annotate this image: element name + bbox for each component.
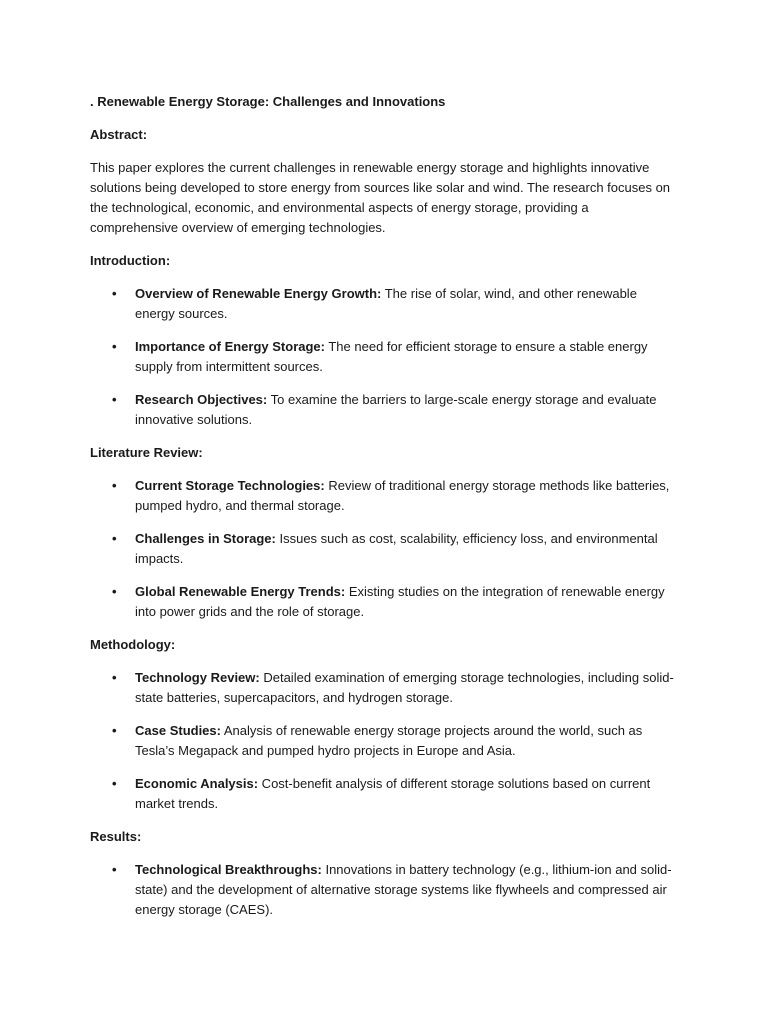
list-item-term: Technological Breakthroughs: [135,862,322,877]
list-item [90,337,680,377]
list-item-text: The need for efficient storage to ensure a stable energy supply from intermittent sources. [135,339,648,374]
list-item [90,774,680,814]
list-item [90,284,680,324]
literature-review-heading: Literature Review: [90,445,203,460]
abstract-text: This paper explores the current challenges in renewable energy storage and highlights innovative solutions being developed to store energy from sources like solar and wind. The research focuses on the technological, economic, and environmental aspects of energy storage, providing a comprehensive overview of emerging technologies. [90,160,671,235]
list-item [90,476,680,516]
list-item [90,721,680,761]
list-item-term: Global Renewable Energy Trends: [135,584,346,599]
methodology-list [90,668,680,814]
list-item-text: Innovations in battery technology (e.g., lithium-ion and solid-state) and the development of alternative storage systems like flywheels and compressed air energy storage (CAES). [135,862,672,917]
list-item-term: Research Objectives: [135,392,268,407]
introduction-list [90,284,680,430]
bullet-icon: • [112,339,117,354]
document-page [90,92,680,933]
list-item [90,390,680,430]
list-item-text: Cost-benefit analysis of different storage solutions based on current market trends. [135,776,651,811]
abstract-heading: Abstract: [90,127,148,142]
list-item [90,582,680,622]
bullet-icon: • [112,584,117,599]
bullet-icon: • [112,478,117,493]
introduction-heading: Introduction: [90,253,171,268]
list-item [90,860,680,920]
bullet-icon: • [112,776,117,791]
results-list [90,860,680,920]
list-item-text: Review of traditional energy storage methods like batteries, pumped hydro, and thermal storage. [135,478,670,513]
list-item [90,668,680,708]
bullet-icon: • [112,670,117,685]
list-item-term: Challenges in Storage: [135,531,276,546]
list-item-term: Overview of Renewable Energy Growth: [135,286,382,301]
document-title: . Renewable Energy Storage: Challenges and Innovations [90,94,446,109]
literature-review-list [90,476,680,622]
bullet-icon: • [112,286,117,301]
bullet-icon: • [112,531,117,546]
list-item-text: Detailed examination of emerging storage technologies, including solid-state batteries, supercapacitors, and hydrogen storage. [135,670,674,705]
list-item-text: Issues such as cost, scalability, efficiency loss, and environmental impacts. [135,531,658,566]
bullet-icon: • [112,392,117,407]
bullet-icon: • [112,862,117,877]
bullet-icon: • [112,723,117,738]
list-item-term: Current Storage Technologies: [135,478,325,493]
list-item-term: Economic Analysis: [135,776,259,791]
methodology-heading: Methodology: [90,637,176,652]
list-item [90,529,680,569]
list-item-term: Importance of Energy Storage: [135,339,325,354]
list-item-term: Case Studies: [135,723,221,738]
list-item-text: To examine the barriers to large-scale energy storage and evaluate innovative solutions. [135,392,657,427]
list-item-text: Analysis of renewable energy storage projects around the world, such as Tesla’s Megapack and pumped hydro projects in Europe and Asia. [135,723,643,758]
results-heading: Results: [90,829,142,844]
list-item-term: Technology Review: [135,670,260,685]
list-item-text: The rise of solar, wind, and other renewable energy sources. [135,286,637,321]
list-item-text: Existing studies on the integration of renewable energy into power grids and the role of storage. [135,584,665,619]
